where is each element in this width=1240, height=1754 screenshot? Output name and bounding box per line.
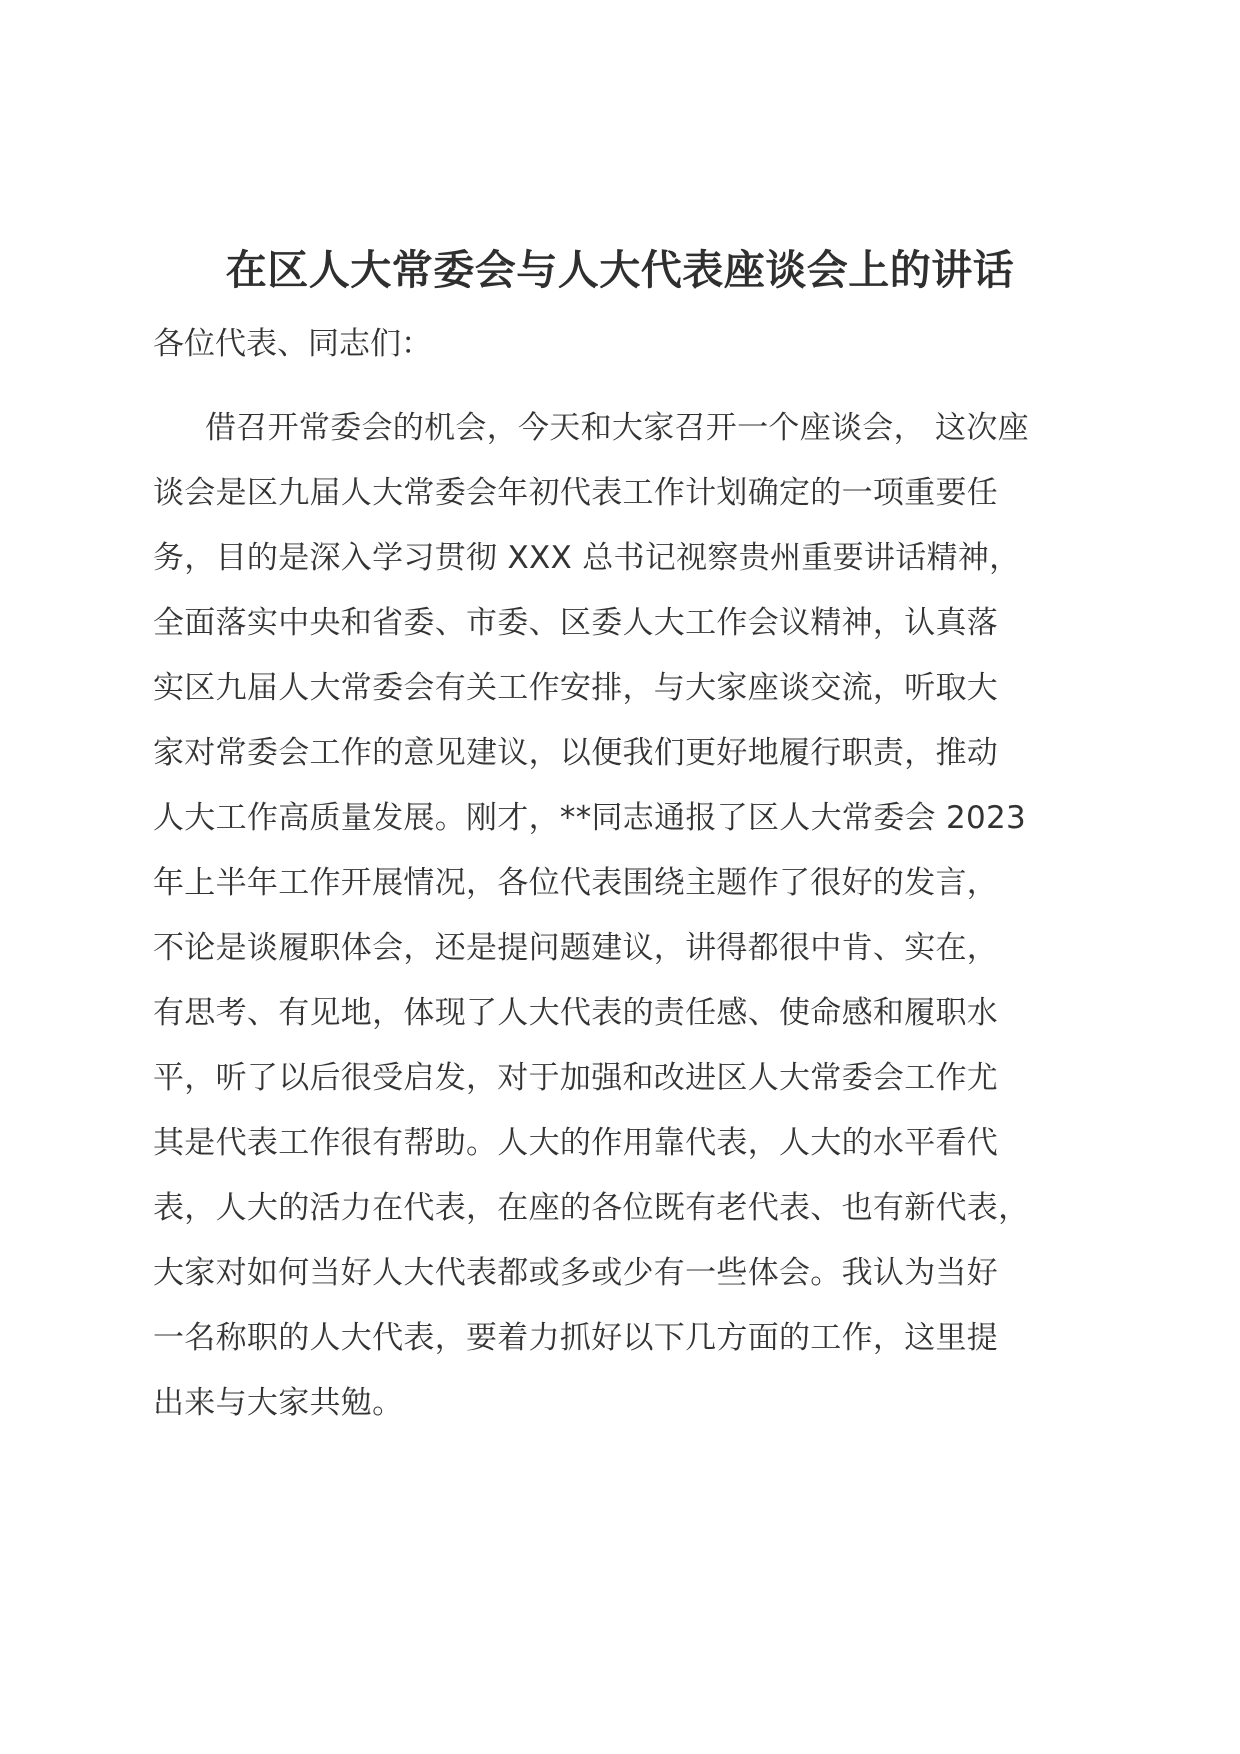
body-paragraph <box>153 396 1133 1436</box>
paragraph-line: 人大工作高质量发展。刚才，**同志通报了区人大常委会 2023 <box>153 800 1027 836</box>
paragraph-line: 平，听了以后很受启发，对于加强和改进区人大常委会工作尤 <box>153 1060 999 1096</box>
paragraph-line: 全面落实中央和省委、市委、区委人大工作会议精神，认真落 <box>153 605 999 641</box>
salutation: 各位代表、同志们： <box>153 326 432 362</box>
paragraph-line: 一名称职的人大代表，要着力抓好以下几方面的工作，这里提 <box>153 1320 999 1356</box>
paragraph-line: 出来与大家共勉。 <box>153 1385 404 1421</box>
paragraph-line: 谈会是区九届人大常委会年初代表工作计划确定的一项重要任 <box>153 475 999 511</box>
paragraph-line: 其是代表工作很有帮助。人大的作用靠代表，人大的水平看代 <box>153 1125 999 1161</box>
paragraph-line: 大家对如何当好人大代表都或多或少有一些体会。我认为当好 <box>153 1255 999 1291</box>
paragraph-line: 务，目的是深入学习贯彻 XXX 总书记视察贵州重要讲话精神， <box>153 540 1021 576</box>
paragraph-line: 借召开常委会的机会，今天和大家召开一个座谈会， 这次座 <box>205 410 1029 446</box>
document-title: 在区人大常委会与人大代表座谈会上的讲话 <box>225 246 1015 294</box>
paragraph-line: 有思考、有见地，体现了人大代表的责任感、使命感和履职水 <box>153 995 999 1031</box>
paragraph-line: 不论是谈履职体会，还是提问题建议，讲得都很中肯、实在， <box>153 930 999 966</box>
paragraph-line: 实区九届人大常委会有关工作安排，与大家座谈交流，听取大 <box>153 670 999 706</box>
paragraph-line: 年上半年工作开展情况，各位代表围绕主题作了很好的发言， <box>153 865 999 901</box>
paragraph-line: 表，人大的活力在代表，在座的各位既有老代表、也有新代表， <box>153 1190 1030 1226</box>
paragraph-line: 家对常委会工作的意见建议，以便我们更好地履行职责，推动 <box>153 735 999 771</box>
